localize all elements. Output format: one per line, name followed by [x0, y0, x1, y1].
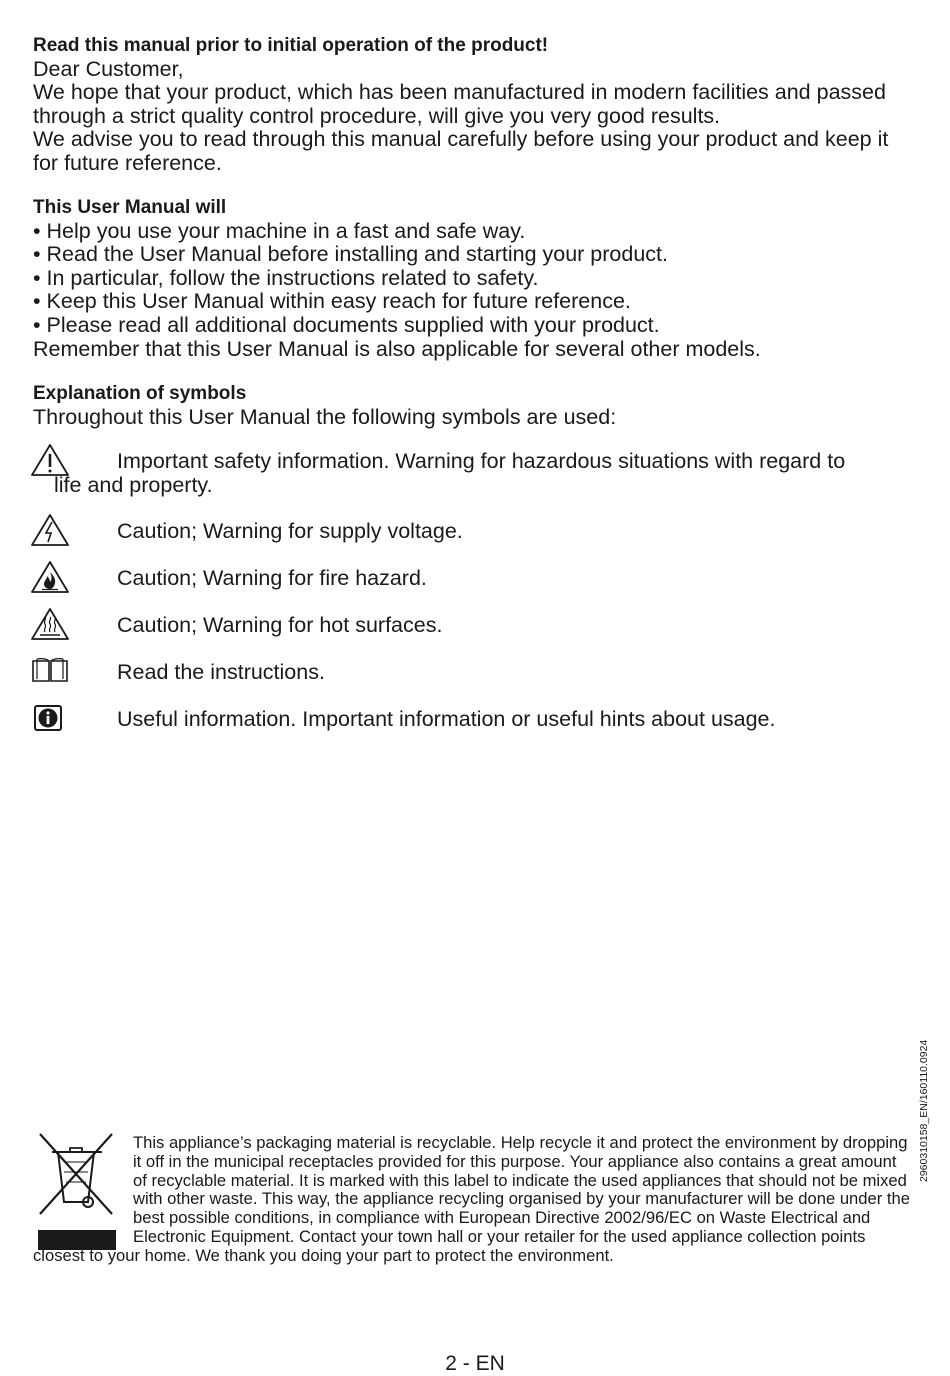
fire-warning-icon [30, 559, 70, 595]
symbol-text: Caution; Warning for fire hazard. [117, 566, 427, 590]
symbol-row-warning [30, 450, 910, 497]
greeting: Dear Customer, [33, 56, 184, 81]
manual-will-heading: This User Manual will [33, 197, 227, 218]
symbol-row-useful-info [30, 708, 910, 732]
list-item: • Help you use your machine in a fast and safe way. [33, 220, 913, 244]
manual-will-list [33, 220, 913, 338]
list-item: • Please read all additional documents supplied with your product. [33, 314, 913, 338]
symbols-intro: Throughout this User Manual the following symbols are used: [33, 404, 617, 429]
manual-will-note: Remember that this User Manual is also applicable for several other models. [33, 336, 761, 361]
info-icon [30, 700, 70, 736]
manual-will-section [33, 196, 913, 361]
symbol-text: Caution; Warning for hot surfaces. [117, 613, 443, 637]
warning-icon [30, 442, 70, 478]
recycling-notice [33, 1134, 913, 1266]
list-item: • In particular, follow the instructions related to safety. [33, 267, 913, 291]
symbol-text: Read the instructions. [117, 660, 325, 684]
hot-surface-warning-icon [30, 606, 70, 642]
page-number: 2 - EN [445, 1352, 505, 1375]
list-item: • Keep this User Manual within easy reach for future reference. [33, 290, 913, 314]
intro-paragraph-1: We hope that your product, which has been manufactured in modern facilities and passed through a strict quality control procedure, will give you very good results. [33, 80, 886, 128]
intro-paragraph-2: We advise you to read through this manual carefully before using your product and keep it for future reference. [33, 127, 889, 175]
symbol-row-read-instructions [30, 661, 910, 685]
symbol-text: Caution; Warning for supply voltage. [117, 519, 463, 543]
symbols-section [33, 382, 913, 429]
recycling-text: This appliance’s packaging material is recyclable. Help recycle it and protect the environment by dropping it off in the municipal receptacles provided for this purpose. Your appliance also contains a great amount of recyclable material. It is marked with this label to indicate the used appliances that should not be mixed with other waste. This way, the appliance recycling organised by your manufacturer will be done under the best possible conditions, in compliance with European Directive 2002/96/EC on Waste Electrical and Electronic Equipment. Contact your town hall or your retailer for the used appliance collection points closest to your home. We thank you doing your part to protect the environment. [33, 1133, 910, 1265]
symbol-row-voltage [30, 520, 910, 544]
book-icon [30, 653, 70, 689]
symbols-heading: Explanation of symbols [33, 383, 247, 404]
intro-heading: Read this manual prior to initial operation of the product! [33, 35, 549, 56]
intro-section [33, 34, 913, 176]
document-code: 2960310158_EN/160110.0924 [918, 1039, 930, 1182]
voltage-warning-icon [30, 512, 70, 548]
list-item: • Read the User Manual before installing and starting your product. [33, 243, 913, 267]
symbol-row-fire [30, 567, 910, 591]
symbol-row-hot-surface [30, 614, 910, 638]
symbol-text: Useful information. Important information or useful hints about usage. [117, 707, 776, 731]
symbol-text-continued: life and property. [54, 472, 213, 497]
symbol-text: Important safety information. Warning for hazardous situations with regard to [117, 449, 846, 473]
